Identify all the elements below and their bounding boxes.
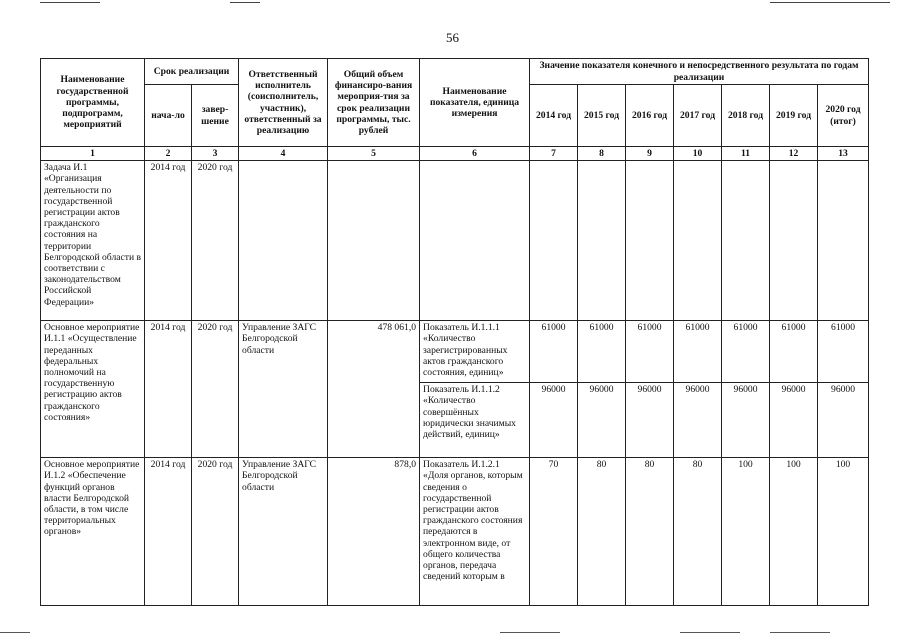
header-indicator: Наименование показателя, единица измерения [420,59,530,147]
measure-executor: Управление ЗАГС Белгородской области [239,458,328,606]
header-values: Значение показателя конечного и непосредственного результата по годам реализации [530,59,869,85]
table-row [41,458,869,606]
indicator-value: 96000 [722,383,770,458]
indicator-value: 61000 [530,321,578,383]
table-row [41,321,869,383]
indicator-value: 80 [578,458,626,606]
indicator-value: 61000 [818,321,869,383]
column-number: 3 [192,147,239,161]
top-edge-rule [230,2,260,3]
column-number: 7 [530,147,578,161]
bottom-edge-rule [500,632,560,633]
indicator-value: 96000 [770,383,818,458]
indicator-value: 96000 [818,383,869,458]
column-number: 13 [818,147,869,161]
bottom-edge-rule [680,632,740,633]
indicator-value: 100 [770,458,818,606]
indicator-value: 61000 [674,321,722,383]
measure-name: Основное мероприятие И.1.2 «Обеспечение функций органов власти Белгородской области, в том числе территориальных органов» [41,458,145,606]
column-number: 10 [674,147,722,161]
measure-name: Основное мероприятие И.1.1 «Осуществление переданных федеральных полномочий на государственную регистрацию актов гражданского состояния» [41,321,145,458]
column-number: 6 [420,147,530,161]
indicator-name: Показатель И.1.1.2 «Количество совершённых юридически значимых действий, единиц» [420,383,530,458]
header-year: 2017 год [674,85,722,147]
column-number: 12 [770,147,818,161]
indicator-value: 96000 [578,383,626,458]
indicator-value: 61000 [626,321,674,383]
header-year: 2014 год [530,85,578,147]
task-end: 2020 год [192,161,239,321]
top-edge-rule [40,2,100,3]
column-number: 4 [239,147,328,161]
indicator-value: 80 [674,458,722,606]
header-executor: Ответственный исполнитель (соисполнитель, участник), ответственный за реализацию [239,59,328,147]
column-number: 5 [328,147,420,161]
indicator-value: 96000 [530,383,578,458]
column-number: 2 [145,147,192,161]
header-end: завер-шение [192,85,239,147]
header-year: 2018 год [722,85,770,147]
indicator-value: 96000 [674,383,722,458]
measure-executor: Управление ЗАГС Белгородской области [239,321,328,458]
header-year: 2016 год [626,85,674,147]
measure-start: 2014 год [145,458,192,606]
indicator-value: 100 [818,458,869,606]
program-table [40,58,869,606]
indicator-name: Показатель И.1.2.1 «Доля органов, которым сведения о государственной регистрации актов гражданского состояния передаются в электронном виде, от общего количества органов, передача сведений которым в [420,458,530,606]
indicator-value: 61000 [722,321,770,383]
measure-end: 2020 год [192,321,239,458]
page-number: 56 [446,30,459,45]
measure-start: 2014 год [145,321,192,458]
indicator-value: 100 [722,458,770,606]
task-start: 2014 год [145,161,192,321]
header-term: Срок реализации [145,59,239,85]
header-name: Наименование государственной программы, подпрограмм, мероприятий [41,59,145,147]
header-finance: Общий объем финансиро-вания мероприя-тия за срок реализации программы, тыс. рублей [328,59,420,147]
column-number: 9 [626,147,674,161]
indicator-value: 96000 [626,383,674,458]
indicator-value: 70 [530,458,578,606]
column-number: 8 [578,147,626,161]
indicator-value: 61000 [770,321,818,383]
column-number: 11 [722,147,770,161]
header-year: 2019 год [770,85,818,147]
bottom-edge-rule [0,632,30,633]
task-name: Задача И.1 «Организация деятельности по государственной регистрации актов гражданского состояния на территории Белгородской области в соответствии с законодательством Российской Федерации» [41,161,145,321]
column-number: 1 [41,147,145,161]
indicator-name: Показатель И.1.1.1 «Количество зарегистрированных актов гражданского состояния, единиц» [420,321,530,383]
header-year: 2020 год (итог) [818,85,869,147]
header-start: нача-ло [145,85,192,147]
table-row [41,161,869,321]
bottom-edge-rule [770,632,830,633]
measure-finance: 878,0 [328,458,420,606]
indicator-value: 61000 [578,321,626,383]
top-edge-rule [770,2,890,3]
measure-finance: 478 061,0 [328,321,420,458]
measure-end: 2020 год [192,458,239,606]
indicator-value: 80 [626,458,674,606]
header-year: 2015 год [578,85,626,147]
